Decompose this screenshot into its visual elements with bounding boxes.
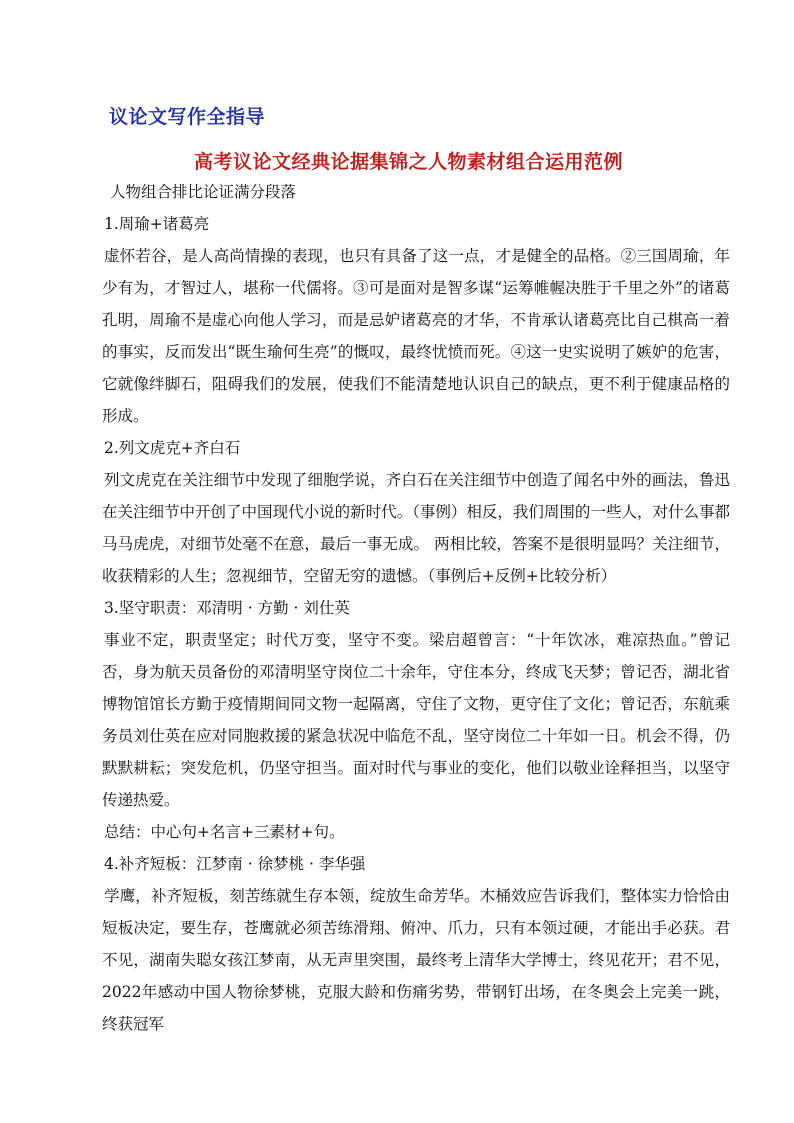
- section-paragraph: 列文虎克在关注细节中发现了细胞学说，齐白石在关注细节中创造了闻名中外的画法，鲁迅在关注细节中开创了中国现代小说的新时代。（事例）相反，我们周围的一些人，对什么事都马马虎虎，对细节处毫不在意，最后一事无成。 两相比较，答案不是很明显吗？关注细节，收获精彩的人生；忽视细节，空留无穷的遗憾。（事例后+反例+比较分析）: [102, 471, 730, 585]
- section-paragraph: 虚怀若谷，是人高尚情操的表现，也只有具备了这一点，才是健全的品格。②三国周瑜，年少有为，才智过人，堪称一代儒将。③可是面对是智多谋“运筹帷幄决胜于千里之外”的诸葛孔明，周瑜不是虚心向他人学习，而是忌妒诸葛亮的才华，不肯承认诸葛亮比自己棋高一着的事实，反而发出“既生瑜何生亮”的慨叹，最终忧愤而死。④这一史实说明了嫉妒的危害，它就像绊脚石，阻碍我们的发展，使我们不能清楚地认识自己的缺点，更不利于健康品格的形成。: [102, 247, 730, 425]
- intro-line: 人物组合排比论证满分段落: [110, 183, 297, 201]
- section-heading: 4.补齐短板：江梦南 · 徐梦桃 · 李华强: [104, 855, 366, 873]
- section-heading: 1.周瑜+诸葛亮: [104, 215, 210, 233]
- section-summary: 总结：中心句+名言+三素材+句。: [104, 823, 345, 841]
- section-heading: 3.坚守职责：邓清明 · 方勤 · 刘仕英: [104, 599, 350, 617]
- section-paragraph: 事业不定，职责坚定；时代万变，坚守不变。梁启超曾言：“十年饮冰，难凉热血。”曾记否，身为航天员备份的邓清明坚守岗位二十余年，守住本分，终成飞天梦；曾记否，湖北省博物馆馆长方勤于疫情期间同文物一起隔离，守住了文物，更守住了文化；曾记否，东航乘务员刘仕英在应对同胞救援的紧急状况中临危不乱，坚守岗位二十年如一日。机会不得，仍默默耕耘；突发危机，仍坚守担当。面对时代与事业的变化，他们以敬业诠释担当，以坚守传递热爱。: [102, 631, 730, 809]
- main-title: 高考议论文经典论据集锦之人物素材组合运用范例: [194, 151, 624, 173]
- section-paragraph: 学鹰，补齐短板，刻苦练就生存本领，绽放生命芳华。木桶效应告诉我们，整体实力恰恰由短板决定，要生存，苍鹰就必须苦练滑翔、俯冲、爪力，只有本领过硬，才能出手必获。君不见，湖南失聪女孩江梦南，从无声里突围，最终考上清华大学博士，终见花开；君不见，2022年感动中国人物徐梦桃，克服大龄和伤痛劣势，带钢钉出场，在冬奥会上完美一跳，终获冠军: [102, 887, 730, 1033]
- document-body: [102, 176, 730, 1040]
- section-heading: 2.列文虎克+齐白石: [104, 439, 241, 457]
- guide-title: 议论文写作全指导: [109, 106, 266, 128]
